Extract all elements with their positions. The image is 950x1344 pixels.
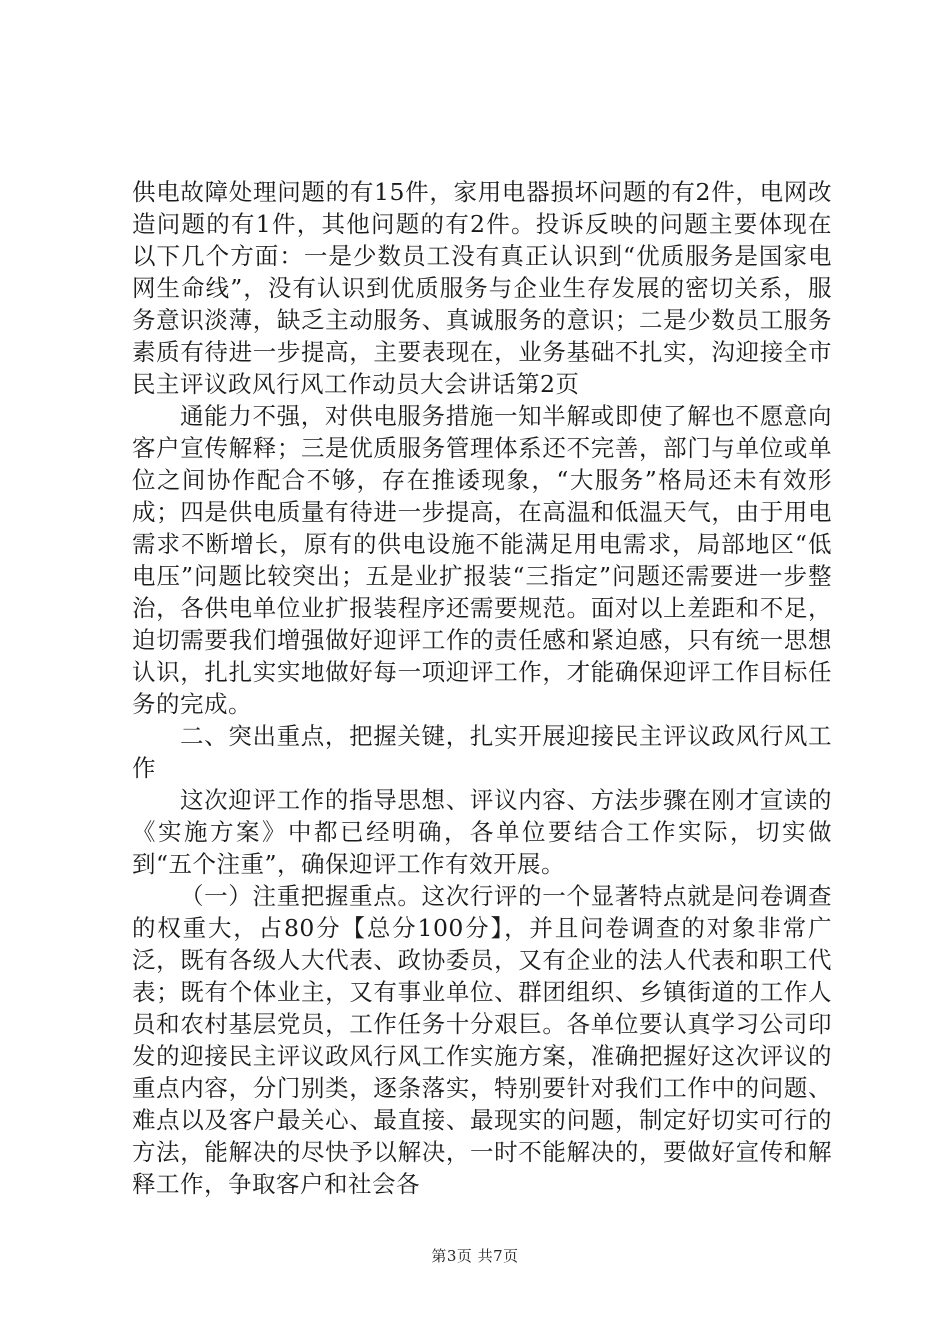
section-heading: 二、突出重点，把握关键，扎实开展迎接民主评议政风行风工作 <box>132 722 832 782</box>
paragraph-continued: 供电故障处理问题的有15件，家用电器损坏问题的有2件，电网改造问题的有1件，其他问题的有2件。投诉反映的问题主要体现在以下几个方面：一是少数员工没有真正认识到“优质服务是国家电网生命线”，没有认识到优质服务与企业生存发展的密切关系，服务意识淡薄，缺乏主动服务、真诚服务的意识；二是少数员工服务素质有待进一步提高，主要表现在，业务基础不扎实，沟迎接全市民主评议政风行风工作动员大会讲话第2页 <box>132 178 832 398</box>
paragraph: 通能力不强，对供电服务措施一知半解或即使了解也不愿意向客户宣传解释；三是优质服务管理体系还不完善，部门与单位或单位之间协作配合不够，存在推诿现象，“大服务”格局还未有效形成；四是供电质量有待进一步提高，在高温和低温天气，由于用电需求不断增长，原有的供电设施不能满足用电需求，局部地区“低电压”问题比较突出；五是业扩报装“三指定”问题还需要进一步整治，各供电单位业扩报装程序还需要规范。面对以上差距和不足，迫切需要我们增强做好迎评工作的责任感和紧迫感，只有统一思想认识，扎扎实实地做好每一项迎评工作，才能确保迎评工作目标任务的完成。 <box>132 402 832 718</box>
paragraph: （一）注重把握重点。这次行评的一个显著特点就是问卷调查的权重大，占80分【总分100分】，并且问卷调查的对象非常广泛，既有各级人大代表、政协委员，又有企业的法人代表和职工代表；既有个体业主，又有事业单位、群团组织、乡镇街道的工作人员和农村基层党员，工作任务十分艰巨。各单位要认真学习公司印发的迎接民主评议政风行风工作实施方案，准确把握好这次评议的重点内容，分门别类，逐条落实，特别要针对我们工作中的问题、难点以及客户最关心、最直接、最现实的问题，制定好切实可行的方法，能解决的尽快予以解决，一时不能解决的，要做好宣传和解释工作，争取客户和社会各 <box>132 882 832 1198</box>
document-body <box>132 176 832 1200</box>
paragraph: 这次迎评工作的指导思想、评议内容、方法步骤在刚才宣读的《实施方案》中都已经明确，各单位要结合工作实际，切实做到“五个注重”，确保迎评工作有效开展。 <box>132 786 832 878</box>
page-number-footer: 第3页 共7页 <box>431 1247 519 1265</box>
